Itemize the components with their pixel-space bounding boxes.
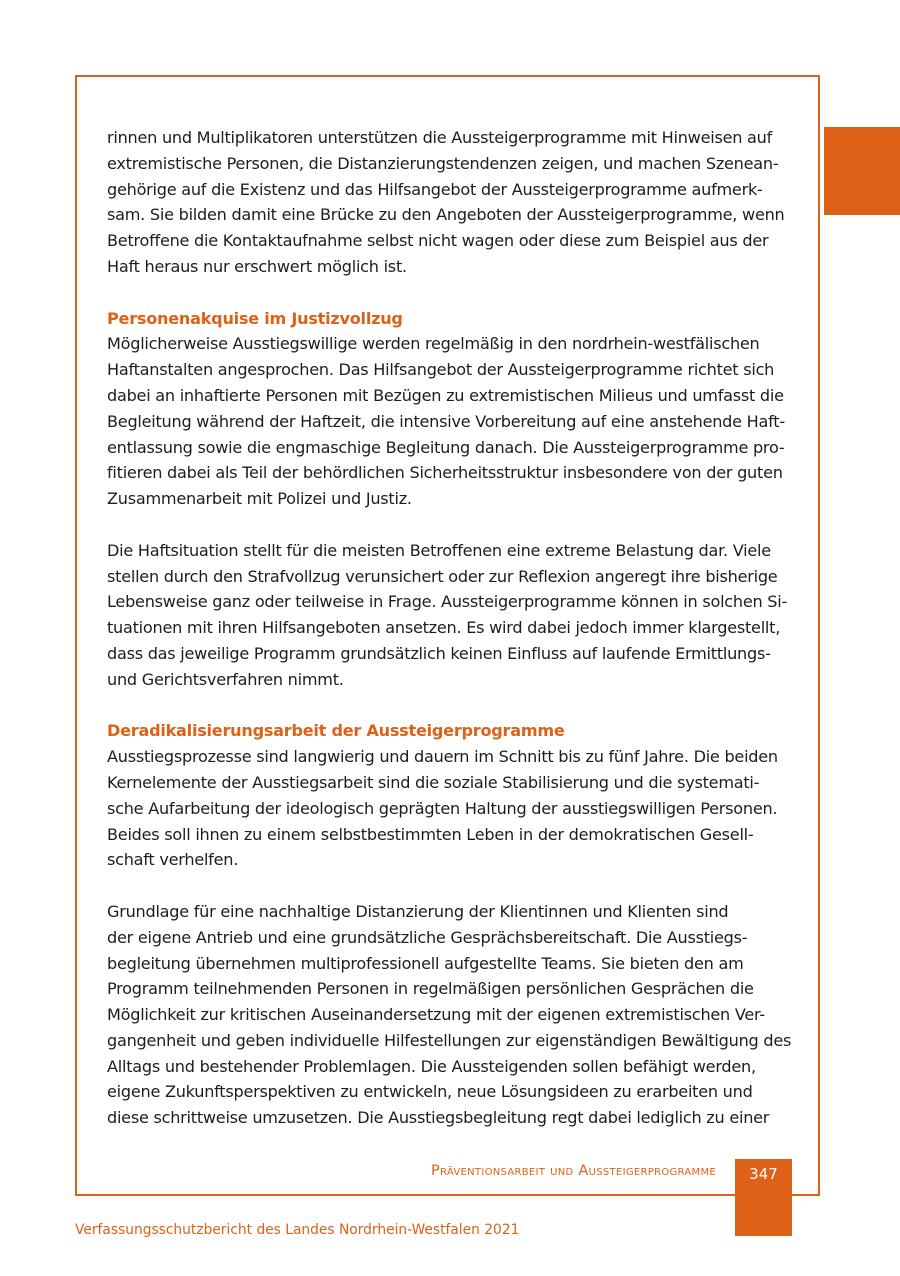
section-heading-deradikalisierung: Deradikalisierungsarbeit der Aussteigerprogramme (107, 721, 565, 741)
paragraph-grundlage: Grundlage für eine nachhaltige Distanzierung der Klientinnen und Klienten sind der eigene Antrieb und eine grundsätzliche Gesprächsbereitschaft. Die Ausstiegs- begleitung übernehmen multiprofessionell aufgestellte Teams. Sie bieten den am Programm teilnehmenden Personen in regelmäßigen persönlichen Gesprächen die Möglichkeit zur kritischen Auseinandersetzung mit der eigenen extremistischen Ver- gangenheit und geben individuelle Hilfestellungen zur eigenständigen Bewältigung des Alltags und bestehender Problemlagen. Die Aussteigenden sollen befähigt werden, eigene Zukunftsperspektiven zu entwickeln, neue Lösungsideen zu erarbeiten und diese schrittweise umzusetzen. Die Ausstiegsbegleitung regt dabei lediglich zu einer (107, 901, 792, 1128)
paragraph-intro: rinnen und Multiplikatoren unterstützen die Aussteigerprogramme mit Hinweisen auf extremistische Personen, die Distanzierungstendenzen zeigen, und machen Szenean- gehörige auf die Existenz und das Hilfsangebot der Aussteigerprogramme aufmerk- sam. Sie bilden damit eine Brücke zu den Angeboten der Aussteigerprogramme, wenn Betroffene die Kontaktaufnahme selbst nicht wagen oder diese zum Beispiel aus der Haft heraus nur erschwert möglich ist. (107, 128, 785, 276)
paragraph-justizvollzug: Möglicherweise Ausstiegswillige werden regelmäßig in den nordrhein-westfälischen Haftanstalten angesprochen. Das Hilfsangebot der Aussteigerprogramme richtet sich dabei an inhaftierte Personen mit Bezügen zu extremistischen Milieus und umfasst die Begleitung während der Haftzeit, die intensive Vorbereitung auf eine anstehende Haft- entlassung sowie die engmaschige Begleitung danach. Die Aussteigerprogramme pro- fitieren dabei als Teil der behördlichen Sicherheitsstruktur insbesondere von der guten Zusammenarbeit mit Polizei und Justiz. (107, 334, 785, 509)
chapter-tab-marker (824, 127, 900, 215)
publication-caption: Verfassungsschutzbericht des Landes Nordrhein-Westfalen 2021 (75, 1222, 520, 1238)
paragraph-ausstiegsprozesse: Ausstiegsprozesse sind langwierig und dauern im Schnitt bis zu fünf Jahre. Die beiden Kernelemente der Ausstiegsarbeit sind die soziale Stabilisierung und die systemati- sche Aufarbeitung der ideologisch geprägten Haltung der ausstiegswilligen Personen. Beides soll ihnen zu einem selbstbestimmten Leben in der demokratischen Gesell- schaft verhelfen. (107, 747, 778, 870)
section-heading-personenakquise: Personenakquise im Justizvollzug (107, 308, 403, 328)
running-footer-section-title: Präventionsarbeit und Aussteigerprogramme (431, 1163, 716, 1179)
page-number-box (735, 1159, 792, 1236)
paragraph-haftsituation: Die Haftsituation stellt für die meisten Betroffenen eine extreme Belastung dar. Viele stellen durch den Strafvollzug verunsichert oder zur Reflexion angeregt ihre bisherige Lebensweise ganz oder teilweise in Frage. Aussteigerprogramme können in solchen Si- tuationen mit ihren Hilfsangeboten ansetzen. Es wird dabei jedoch immer klargestellt, dass das jeweilige Programm grundsätzlich keinen Einfluss auf laufende Ermittlungs- und Gerichtsverfahren nimmt. (107, 540, 788, 689)
page-number: 347 (749, 1165, 778, 1183)
main-text (107, 125, 797, 1131)
